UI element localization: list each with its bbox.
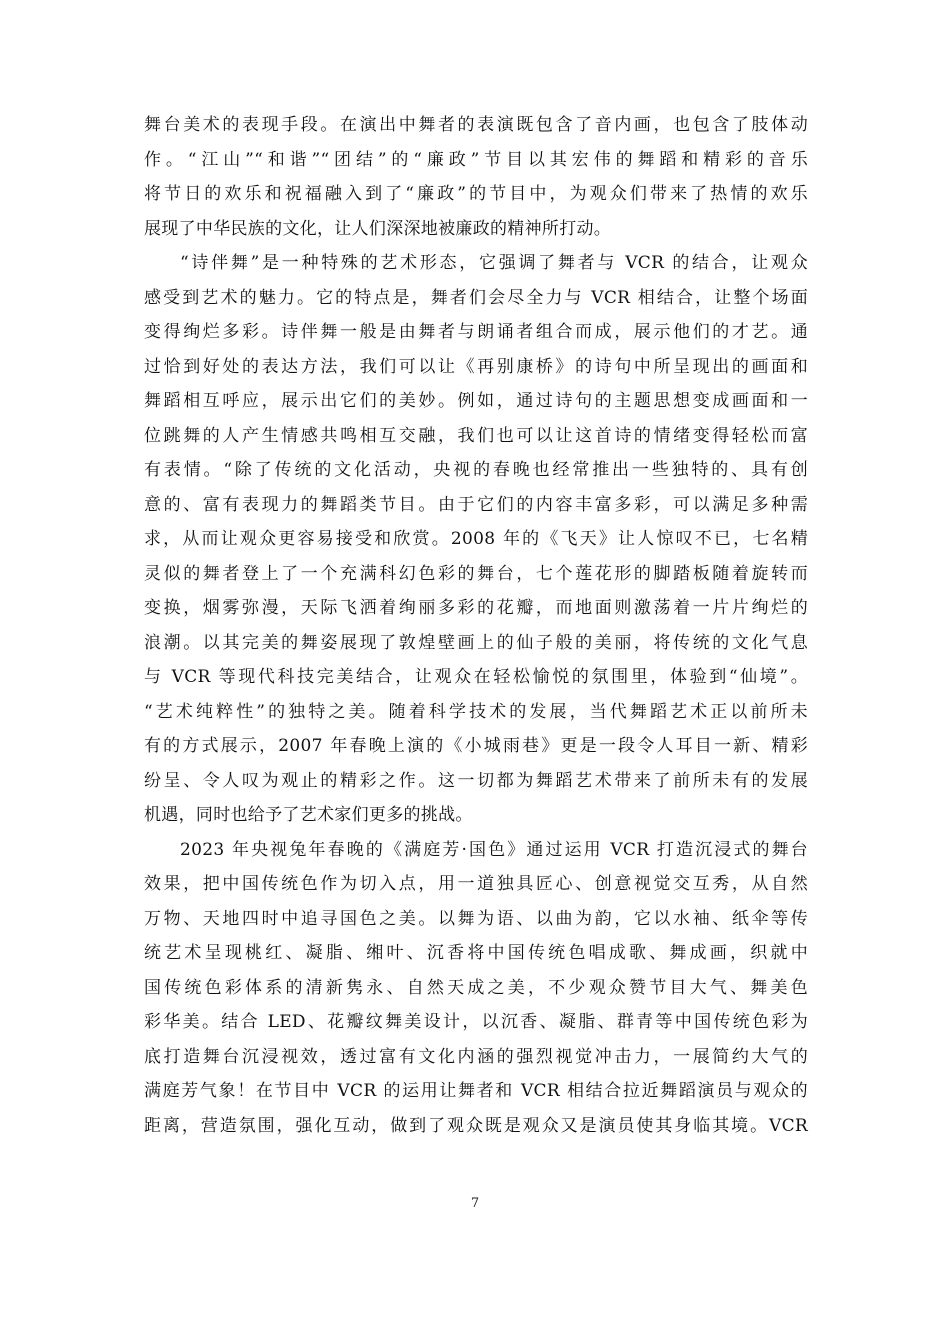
text-line: 将节日的欢乐和祝福融入到了“廉政”的节目中，为观众们带来了热情的欢乐 (144, 184, 808, 204)
text-line: 舞蹈相互呼应，展示出它们的美妙。例如，通过诗句的主题思想变成画面和一 (144, 391, 808, 411)
text-line: 变换，烟雾弥漫，天际飞洒着绚丽多彩的花瓣，而地面则激荡着一片片绚烂的 (144, 598, 808, 618)
text-line: 底打造舞台沉浸视效，透过富有文化内涵的强烈视觉冲击力，一展简约大气的 (144, 1046, 808, 1067)
text-line: 效果，把中国传统色作为切入点，用一道独具匠心、创意视觉交互秀，从自然 (144, 874, 808, 894)
text-line: 国传统色彩体系的清新隽永、自然天成之美，不少观众赞节目大气、舞美色 (144, 977, 808, 998)
text-line: 彩华美。结合 LED、花瓣纹舞美设计，以沉香、凝脂、群青等中国传统色彩为 (144, 1012, 808, 1032)
text-line: 浪潮。以其完美的舞姿展现了敦煌壁画上的仙子般的美丽，将传统的文化气息 (144, 632, 808, 653)
text-line: 舞台美术的表现手段。在演出中舞者的表演既包含了音内画，也包含了肢体动 (144, 115, 808, 135)
text-line: 过恰到好处的表达方法，我们可以让《再别康桥》的诗句中所呈现出的画面和 (144, 356, 808, 377)
text-line: 展现了中华民族的文化，让人们深深地被廉政的精神所打动。 (144, 218, 612, 239)
text-line: 统艺术呈现桃红、凝脂、缃叶、沉香将中国传统色唱成歌、舞成画，织就中 (144, 943, 808, 963)
text-line: 有表情。“除了传统的文化活动，央视的春晚也经常推出一些独特的、具有创 (144, 460, 808, 480)
text-line: 距离，营造氛围，强化互动，做到了观众既是观众又是演员使其身临其境。VCR (144, 1115, 808, 1136)
text-line: 变得绚烂多彩。诗伴舞一般是由舞者与朗诵者组合而成，展示他们的才艺。通 (144, 322, 808, 342)
document-body (144, 108, 808, 1143)
text-line: 有的方式展示，2007 年春晚上演的《小城雨巷》更是一段令人耳目一新、精彩 (144, 736, 808, 756)
paragraph-1 (144, 108, 808, 246)
paragraph-2 (144, 246, 808, 833)
text-line: 纷呈、令人叹为观止的精彩之作。这一切都为舞蹈艺术带来了前所未有的发展 (144, 770, 808, 791)
text-line: 位跳舞的人产生情感共鸣相互交融，我们也可以让这首诗的情绪变得轻松而富 (144, 425, 808, 446)
text-line: 万物、天地四时中追寻国色之美。以舞为语、以曲为韵，它以水袖、纸伞等传 (144, 908, 808, 929)
text-line: 满庭芳气象！在节目中 VCR 的运用让舞者和 VCR 相结合拉近舞蹈演员与观众的 (144, 1081, 808, 1101)
text-line: 机遇，同时也给予了艺术家们更多的挑战。 (144, 805, 473, 825)
text-line: 2023 年央视兔年春晚的《满庭芳·国色》通过运用 VCR 打造沉浸式的舞台 (180, 839, 808, 860)
text-line: “艺术纯粹性”的独特之美。随着科学技术的发展，当代舞蹈艺术正以前所未 (144, 701, 808, 722)
text-line: 感受到艺术的魅力。它的特点是，舞者们会尽全力与 VCR 相结合，让整个场面 (144, 287, 808, 308)
text-line: 求，从而让观众更容易接受和欣赏。2008 年的《飞天》让人惊叹不已，七名精 (144, 529, 808, 549)
text-line: “诗伴舞”是一种特殊的艺术形态，它强调了舞者与 VCR 的结合，让观众 (180, 253, 808, 273)
text-line: 作。“江山”“和谐”“团结”的“廉政”节目以其宏伟的舞蹈和精彩的音乐 (144, 149, 808, 170)
text-line: 意的、富有表现力的舞蹈类节目。由于它们的内容丰富多彩，可以满足多种需 (144, 494, 808, 515)
page-number: 7 (470, 1196, 480, 1211)
paragraph-3 (144, 833, 808, 1144)
text-line: 灵似的舞者登上了一个充满科幻色彩的舞台，七个莲花形的脚踏板随着旋转而 (144, 563, 808, 584)
text-line: 与 VCR 等现代科技完美结合，让观众在轻松愉悦的氛围里，体验到“仙境”。 (144, 667, 808, 687)
